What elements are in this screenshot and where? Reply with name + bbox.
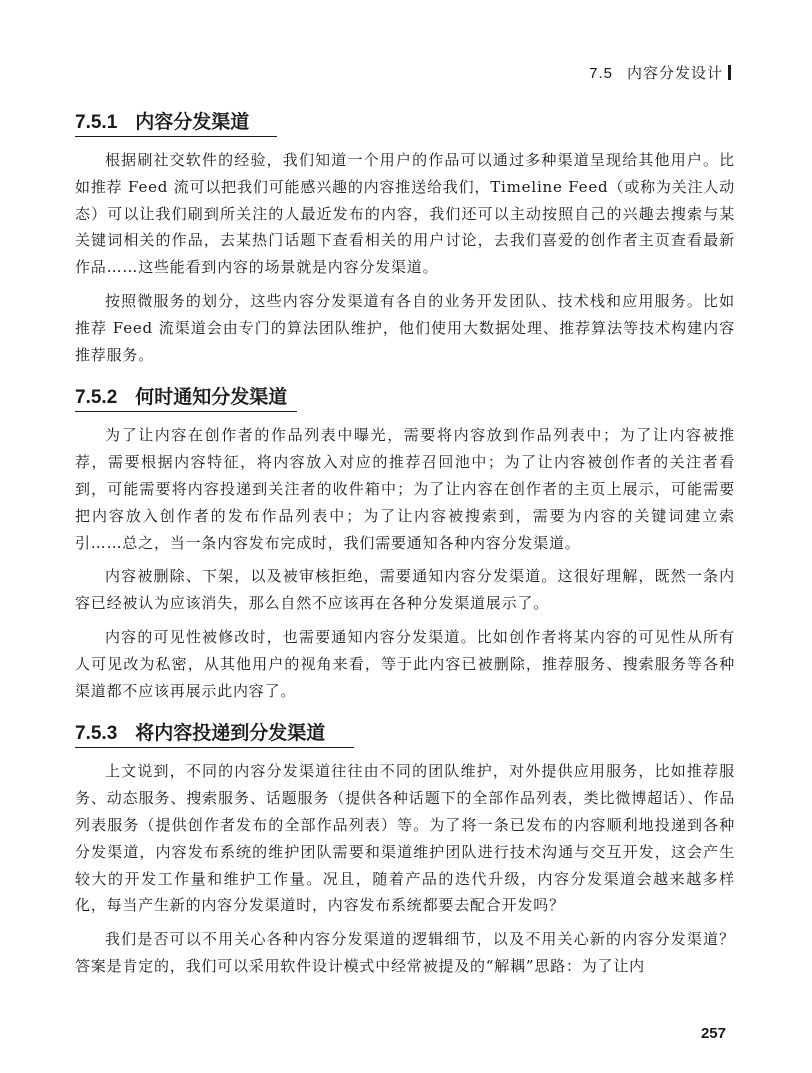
paragraph: 内容的可见性被修改时，也需要通知内容分发渠道。比如创作者将某内容的可见性从所有人可见改为私密，从其他用户的视角来看，等于此内容已被删除，推荐服务、搜索服务等各种渠道都不应该再展示此内容了。 <box>75 627 735 700</box>
section-7-5-2 <box>75 375 735 704</box>
paragraph: 根据刷社交软件的经验，我们知道一个用户的作品可以通过多种渠道呈现给其他用户。比如推荐 Feed 流可以把我们可能感兴趣的内容推送给我们，Timeline Feed（或称为关注人动态）可以让我们刷到所关注的人最近发布的内容，我们还可以主动按照自己的兴趣去搜索与某关键词相关的作品，去某热门话题下查看相关的用户讨论，去我们喜爱的创作者主页查看最新作品……这些能看到内容的场景就是内容分发渠道。 <box>75 151 735 277</box>
paragraph: 我们是否可以不用关心各种内容分发渠道的逻辑细节，以及不用关心新的内容分发渠道？答案是肯定的，我们可以采用软件设计模式中经常被提及的“解耦”思路：为了让内 <box>75 930 735 975</box>
section-7-5-3 <box>75 711 735 979</box>
running-header-title: 内容分发设计 <box>626 65 723 82</box>
paragraph: 内容被删除、下架，以及被审核拒绝，需要通知内容分发渠道。这很好理解，既然一条内容已经被认为应该消失，那么自然不应该再在各种分发渠道展示了。 <box>75 567 735 613</box>
section-number: 7.5.2 <box>75 387 118 409</box>
page-body <box>75 100 735 987</box>
section-number: 7.5.3 <box>75 723 118 745</box>
section-heading <box>75 382 297 412</box>
section-7-5-1 <box>75 100 735 368</box>
header-bar-mark <box>728 65 731 80</box>
section-title: 将内容投递到分发渠道 <box>135 723 326 745</box>
section-number: 7.5.1 <box>75 112 118 133</box>
page-number: 257 <box>700 1025 726 1042</box>
section-title: 内容分发渠道 <box>135 112 250 133</box>
running-header <box>589 62 731 83</box>
paragraph: 为了让内容在创作者的作品列表中曝光，需要将内容放到作品列表中；为了让内容被推荐，需要根据内容特征，将内容放入对应的推荐召回池中；为了让内容被创作者的关注者看到，可能需要将内容投递到关注者的收件箱中；为了让内容在创作者的主页上展示，可能需要把内容放入创作者的发布作品列表中；为了让内容被搜索到，需要为内容的关键词建立索引……总之，当一条内容发布完成时，我们需要通知各种内容分发渠道。 <box>75 426 735 552</box>
section-heading <box>75 107 277 137</box>
running-header-section-number: 7.5 <box>589 65 613 82</box>
section-title: 何时通知分发渠道 <box>135 387 288 409</box>
paragraph: 上文说到，不同的内容分发渠道往往由不同的团队维护，对外提供应用服务，比如推荐服务、动态服务、搜索服务、话题服务（提供各种话题下的全部作品列表，类比微博超话）、作品列表服务（提供创作者发布的全部作品列表）等。为了将一条已发布的内容顺利地投递到各种分发渠道，内容发布系统的维护团队需要和渠道维护团队进行技术沟通与交互开发，这会产生较大的开发工作量和维护工作量。况且，随着产品的迭代升级，内容分发渠道会越来越多样化，每当产生新的内容分发渠道时，内容发布系统都要去配合开发吗？ <box>75 762 735 915</box>
section-heading <box>75 718 354 748</box>
paragraph: 按照微服务的划分，这些内容分发渠道有各自的业务开发团队、技术栈和应用服务。比如推荐 Feed 流渠道会由专门的算法团队维护，他们使用大数据处理、推荐算法等技术构建内容推荐服务。 <box>75 291 735 364</box>
